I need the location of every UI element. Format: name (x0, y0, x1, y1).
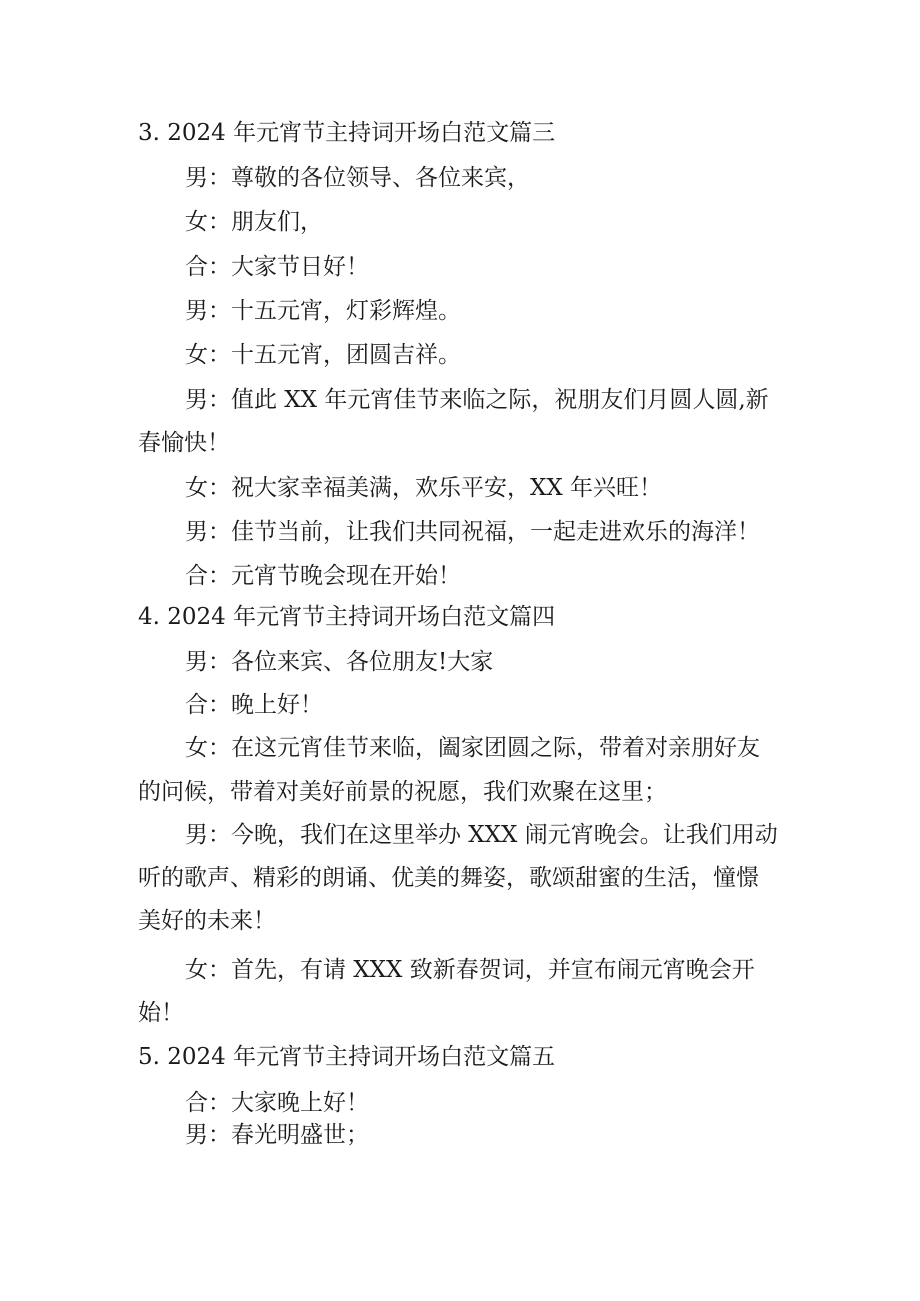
section-heading: 4. 2024 年元宵节主持词开场白范文篇四 (138, 604, 556, 630)
section-heading: 5. 2024 年元宵节主持词开场白范文篇五 (138, 1044, 556, 1070)
dialogue-line: 女：朋友们， (185, 209, 323, 235)
dialogue-line: 合：晚上好！ (185, 692, 323, 718)
dialogue-line-continued: 春愉快！ (138, 430, 230, 456)
dialogue-line: 女：首先，有请 XXX 致新春贺词，并宣布闹元宵晚会开 (185, 957, 755, 983)
dialogue-line: 合：元宵节晚会现在开始！ (185, 563, 461, 589)
dialogue-line: 男：各位来宾、各位朋友!大家 (185, 649, 494, 675)
dialogue-line: 女：十五元宵，团圆吉祥。 (185, 342, 461, 368)
dialogue-line-continued: 始！ (138, 1000, 184, 1026)
dialogue-line: 女：祝大家幸福美满，欢乐平安，XX 年兴旺！ (185, 475, 663, 501)
dialogue-line: 合：大家节日好！ (185, 254, 369, 280)
dialogue-line: 合：大家晚上好！ (185, 1090, 369, 1116)
dialogue-line: 男：十五元宵，灯彩辉煌。 (185, 298, 461, 324)
dialogue-line: 男：佳节当前，让我们共同祝福，一起走进欢乐的海洋！ (185, 519, 760, 545)
dialogue-line: 女：在这元宵佳节来临，阖家团圆之际，带着对亲朋好友 (185, 735, 760, 761)
dialogue-line-continued: 美好的未来！ (138, 908, 276, 934)
dialogue-line: 男：春光明盛世； (185, 1122, 369, 1148)
section-heading: 3. 2024 年元宵节主持词开场白范文篇三 (138, 120, 556, 146)
dialogue-line-continued: 听的歌声、精彩的朗诵、优美的舞姿，歌颂甜蜜的生活，憧憬 (138, 865, 759, 891)
dialogue-line: 男：尊敬的各位领导、各位来宾， (185, 165, 530, 191)
dialogue-line: 男：值此 XX 年元宵佳节来临之际，祝朋友们月圆人圆,新 (185, 387, 769, 413)
dialogue-line-continued: 的问候，带着对美好前景的祝愿，我们欢聚在这里； (138, 779, 667, 805)
dialogue-line: 男：今晚，我们在这里举办 XXX 闹元宵晚会。让我们用动 (185, 822, 778, 848)
